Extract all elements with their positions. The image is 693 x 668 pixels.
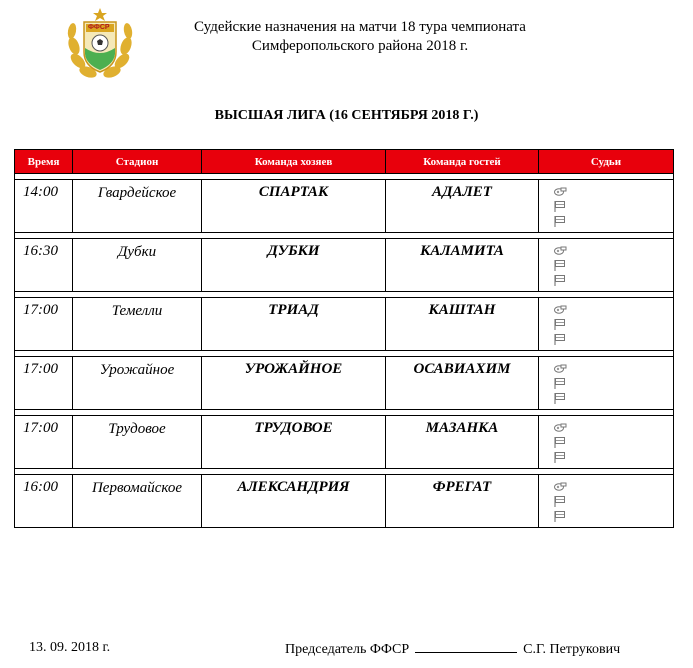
- match-time: 16:00: [15, 475, 73, 528]
- column-header-stadium: Стадион: [73, 150, 202, 174]
- flag-icon: [553, 436, 567, 448]
- away-team: ФРЕГАТ: [386, 475, 539, 528]
- column-header-home: Команда хозяев: [202, 150, 386, 174]
- referees-cell: [539, 180, 674, 233]
- table-row: [15, 239, 674, 292]
- stadium-name: Дубки: [73, 239, 202, 292]
- referees-cell: [539, 475, 674, 528]
- table-row: [15, 180, 674, 233]
- match-time: 17:00: [15, 357, 73, 410]
- match-time: 14:00: [15, 180, 73, 233]
- flag-icon: [553, 259, 567, 271]
- stadium-name: Трудовое: [73, 416, 202, 469]
- home-team: СПАРТАК: [202, 180, 386, 233]
- match-time: 17:00: [15, 298, 73, 351]
- whistle-icon: [553, 362, 567, 374]
- chairman-name: С.Г. Петрукович: [523, 642, 621, 657]
- table-row: [15, 357, 674, 410]
- flag-icon: [553, 318, 567, 330]
- table-row: [15, 416, 674, 469]
- away-team: АДАЛЕТ: [386, 180, 539, 233]
- match-time: 17:00: [15, 416, 73, 469]
- logo-text: ФФСР: [88, 24, 110, 31]
- flag-icon: [553, 274, 567, 286]
- table-row: [15, 475, 674, 528]
- away-team: КАЛАМИТА: [386, 239, 539, 292]
- referees-cell: [539, 416, 674, 469]
- footer-date: 13. 09. 2018 г.: [29, 640, 111, 655]
- league-title: ВЫСШАЯ ЛИГА (16 СЕНТЯБРЯ 2018 Г.): [214, 108, 479, 123]
- flag-icon: [553, 377, 567, 389]
- referees-cell: [539, 298, 674, 351]
- table-row: [15, 298, 674, 351]
- ffsr-logo: [64, 6, 136, 86]
- match-time: 16:30: [15, 239, 73, 292]
- home-team: ТРИАД: [202, 298, 386, 351]
- away-team: КАШТАН: [386, 298, 539, 351]
- whistle-icon: [553, 185, 567, 197]
- chairman-label: Председатель ФФСР: [285, 642, 410, 657]
- home-team: УРОЖАЙНОЕ: [202, 357, 386, 410]
- home-team: АЛЕКСАНДРИЯ: [202, 475, 386, 528]
- flag-icon: [553, 510, 567, 522]
- stadium-name: Урожайное: [73, 357, 202, 410]
- flag-icon: [553, 333, 567, 345]
- away-team: МАЗАНКА: [386, 416, 539, 469]
- column-header-time: Время: [15, 150, 73, 174]
- whistle-icon: [553, 303, 567, 315]
- referees-cell: [539, 357, 674, 410]
- whistle-icon: [553, 244, 567, 256]
- title-line-1: Судейские назначения на матчи 18 тура чемпионата: [194, 19, 526, 35]
- flag-icon: [553, 451, 567, 463]
- column-header-away: Команда гостей: [386, 150, 539, 174]
- stadium-name: Гвардейское: [73, 180, 202, 233]
- flag-icon: [553, 200, 567, 212]
- title-line-2: Симферопольского района 2018 г.: [251, 38, 469, 54]
- signature-line: [415, 640, 517, 653]
- stadium-name: Темелли: [73, 298, 202, 351]
- home-team: ТРУДОВОЕ: [202, 416, 386, 469]
- away-team: ОСАВИАХИМ: [386, 357, 539, 410]
- flag-icon: [553, 392, 567, 404]
- table-header-row: [15, 150, 674, 174]
- referees-cell: [539, 239, 674, 292]
- whistle-icon: [553, 421, 567, 433]
- flag-icon: [553, 495, 567, 507]
- schedule-table: [14, 149, 674, 528]
- column-header-referees: Судьи: [539, 150, 674, 174]
- chairman-signature: [285, 640, 620, 658]
- stadium-name: Первомайское: [73, 475, 202, 528]
- whistle-icon: [553, 480, 567, 492]
- home-team: ДУБКИ: [202, 239, 386, 292]
- flag-icon: [553, 215, 567, 227]
- page-title: [150, 18, 570, 56]
